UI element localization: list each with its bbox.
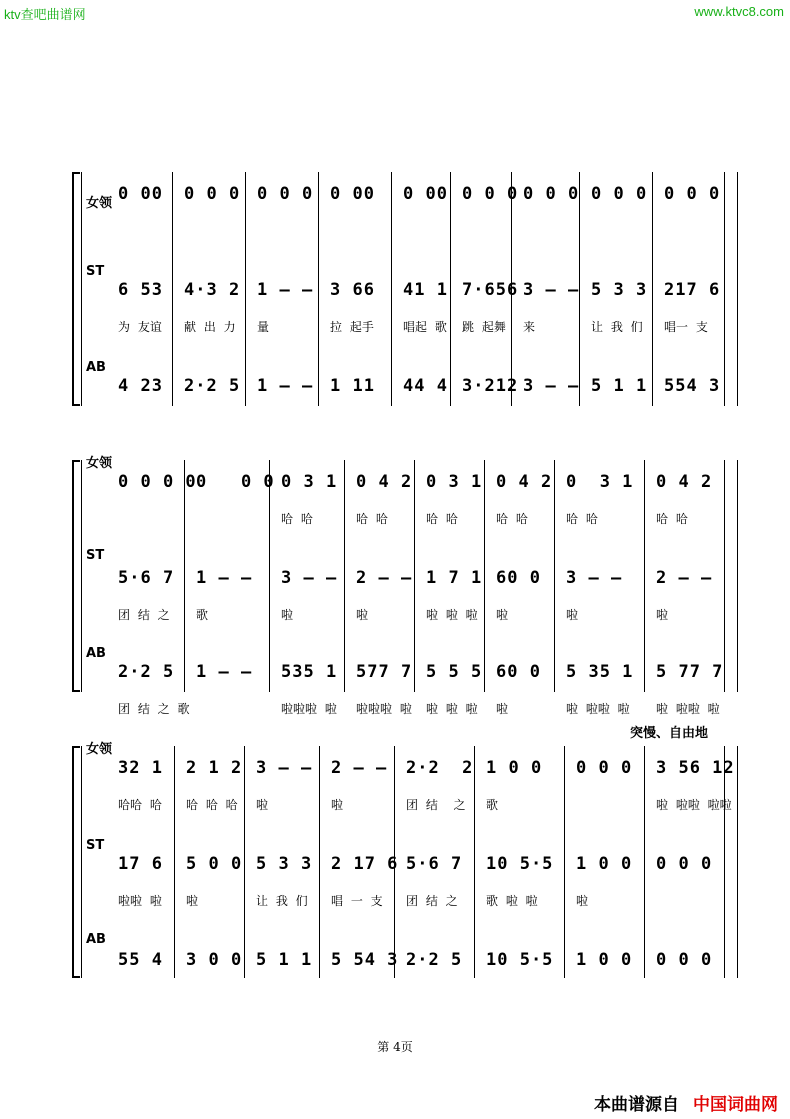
measure-notes: 0 4 2: [356, 472, 413, 492]
measure-notes: 0 3 1: [566, 472, 634, 492]
lyric-text: 来: [523, 320, 536, 334]
measure-notes: 5 3 3: [256, 854, 313, 874]
site-header-left: ktv查吧曲谱网: [4, 7, 86, 22]
footer-source-label: 本曲谱源自: [594, 1095, 679, 1115]
system-bracket-line: [81, 460, 82, 692]
measure-notes: 5 1 1: [591, 376, 648, 396]
measure-notes: 554 3: [664, 376, 721, 396]
lyric-text: 量: [257, 320, 270, 334]
score-system: [72, 456, 730, 716]
lyric-text: 拉 起手: [330, 320, 374, 334]
measure-notes: 1 0 0: [576, 950, 633, 970]
lyric-text: 哈 哈: [566, 512, 598, 526]
system-bracket: [72, 460, 80, 692]
part-label: ST: [86, 838, 105, 853]
measure-notes: 2 — —: [331, 758, 388, 778]
lyric-text: 啦 啦 啦: [426, 608, 478, 622]
measure-notes: 535 1: [281, 662, 338, 682]
measure-notes: 3 — —: [566, 568, 623, 588]
measure-notes: 7·656: [462, 280, 519, 300]
measure-notes: 2·2 2: [406, 758, 474, 778]
measure-notes: 1 0 0: [486, 758, 543, 778]
lyric-text: 啦: [281, 608, 294, 622]
lyric-text: 唱 一 支: [331, 894, 383, 908]
part-label: 女领: [86, 196, 113, 211]
lyric-text: 哈 哈: [281, 512, 313, 526]
lyric-text: 歌: [486, 798, 499, 812]
measure-notes: 0 0 0: [591, 184, 648, 204]
measure-notes: 1 11: [330, 376, 375, 396]
footer-site-name: 中国词曲网: [693, 1095, 778, 1115]
part-label: ST: [86, 264, 105, 279]
measure-notes: 5 77 7: [656, 662, 724, 682]
barline: [737, 172, 738, 406]
lyric-text: 啦: [566, 608, 579, 622]
lyric-text: 为 友谊: [118, 320, 162, 334]
footer-credit: [594, 1090, 778, 1115]
score-system: [72, 172, 730, 406]
measure-notes: 1 — —: [257, 376, 314, 396]
measure-notes: 0 0 0: [576, 758, 633, 778]
part-label: AB: [86, 932, 106, 947]
lyric-text: 啦: [331, 798, 344, 812]
measure-notes: 4 23: [118, 376, 163, 396]
measure-notes: 3 — —: [256, 758, 313, 778]
measure-notes: 5 3 3: [591, 280, 648, 300]
measure-notes: 0 0 0: [523, 184, 580, 204]
measure-notes: 0 00: [118, 184, 163, 204]
measure-notes: 5·6 7: [118, 568, 175, 588]
measure-notes: 0 0 0: [257, 184, 314, 204]
lyric-text: 跳 起舞: [462, 320, 506, 334]
lyric-text: 哈 哈: [496, 512, 528, 526]
tempo-marking: 突慢、自由地: [629, 726, 708, 741]
measure-notes: 0 4 2: [496, 472, 553, 492]
lyric-text: 团 结 之: [406, 894, 458, 908]
measure-notes: 2·2 5: [406, 950, 463, 970]
measure-notes: 60 0: [496, 568, 541, 588]
lyric-text: 啦啦啦 啦: [356, 702, 412, 716]
measure-notes: 217 6: [664, 280, 721, 300]
measure-notes: 0 0 0: [656, 854, 713, 874]
measure-notes: 3 0 0: [186, 950, 243, 970]
measure-notes: 5 35 1: [566, 662, 634, 682]
measure-notes: 2·2 5: [118, 662, 175, 682]
measure-notes: 0 0 0 0: [118, 472, 197, 492]
measure-notes: 2 — —: [356, 568, 413, 588]
measure-notes: 4·3 2: [184, 280, 241, 300]
measure-notes: 1 — —: [196, 662, 253, 682]
measure-notes: 0 0 0: [664, 184, 721, 204]
lyric-text: 唱一 支: [664, 320, 708, 334]
lyric-text: 啦 啦啦 啦: [566, 702, 630, 716]
barline: [737, 746, 738, 978]
lyric-text: 唱起 歌: [403, 320, 447, 334]
measure-notes: 2 17 6: [331, 854, 399, 874]
lyric-text: 哈 哈 哈: [186, 798, 238, 812]
lyric-text: 让 我 们: [256, 894, 308, 908]
measure-notes: 577 7: [356, 662, 413, 682]
part-label: 女领: [86, 742, 113, 757]
system-bracket-line: [81, 172, 82, 406]
measure-notes: 17 6: [118, 854, 163, 874]
measure-notes: 2 1 2: [186, 758, 243, 778]
measure-notes: 3 — —: [523, 280, 580, 300]
lyric-text: 团 结 之: [406, 798, 466, 812]
measure-notes: 3 — —: [281, 568, 338, 588]
lyric-text: 哈 哈: [426, 512, 458, 526]
measure-notes: 10 5·5: [486, 854, 554, 874]
site-header-right: www.ktvc8.com: [694, 4, 784, 19]
lyric-text: 歌: [196, 608, 209, 622]
measure-notes: 1 7 1: [426, 568, 483, 588]
lyric-text: 啦: [496, 702, 509, 716]
measure-notes: 1 — —: [257, 280, 314, 300]
lyric-text: 啦: [576, 894, 589, 908]
lyric-text: 团 结 之 歌: [118, 702, 190, 716]
measure-notes: 0 0 0: [184, 184, 241, 204]
measure-notes: 0 00: [403, 184, 448, 204]
measure-notes: 3 66: [330, 280, 375, 300]
lyric-text: 啦: [656, 608, 669, 622]
lyric-text: 哈哈 哈: [118, 798, 162, 812]
measure-notes: 5·6 7: [406, 854, 463, 874]
measure-notes: 0 4 2: [656, 472, 713, 492]
measure-notes: 6 53: [118, 280, 163, 300]
lyric-text: 啦: [186, 894, 199, 908]
measure-notes: 1 — —: [196, 568, 253, 588]
measure-notes: 60 0: [496, 662, 541, 682]
lyric-text: 歌 啦 啦: [486, 894, 538, 908]
measure-notes: 5 5 5: [426, 662, 483, 682]
measure-notes: 0 3 1: [426, 472, 483, 492]
measure-notes: 0 0 0: [462, 184, 519, 204]
lyric-text: 啦: [256, 798, 269, 812]
measure-notes: 1 0 0: [576, 854, 633, 874]
lyric-text: 啦啦啦 啦: [281, 702, 337, 716]
barline: [737, 460, 738, 692]
measure-notes: 41 1: [403, 280, 448, 300]
measure-notes: 32 1: [118, 758, 163, 778]
lyric-text: 啦: [356, 608, 369, 622]
measure-notes: 44 4: [403, 376, 448, 396]
part-label: AB: [86, 360, 106, 375]
system-bracket: [72, 746, 80, 978]
score-system: [72, 742, 735, 978]
measure-notes: 3·212: [462, 376, 519, 396]
system-bracket: [72, 172, 80, 406]
measure-notes: 3 56 12: [656, 758, 735, 778]
measure-notes: 5 54 3: [331, 950, 399, 970]
measure-notes: 0 00: [330, 184, 375, 204]
page-number: 第 4页: [377, 1040, 413, 1054]
lyric-text: 献 出 力: [184, 320, 236, 334]
measure-notes: 10 5·5: [486, 950, 554, 970]
measure-notes: 5 1 1: [256, 950, 313, 970]
part-label: AB: [86, 646, 106, 661]
measure-notes: 3 — —: [523, 376, 580, 396]
measure-notes: 0 3 1: [281, 472, 338, 492]
lyric-text: 团 结 之: [118, 608, 170, 622]
lyric-text: 让 我 们: [591, 320, 643, 334]
lyric-text: 啦 啦啦 啦: [656, 702, 720, 716]
system-bracket-line: [81, 746, 82, 978]
part-label: ST: [86, 548, 105, 563]
lyric-text: 啦啦 啦: [118, 894, 162, 908]
measure-notes: 0 0 0: [656, 950, 713, 970]
part-label: 女领: [86, 456, 113, 471]
measure-notes: 55 4: [118, 950, 163, 970]
lyric-text: 啦: [496, 608, 509, 622]
measure-notes: 5 0 0: [186, 854, 243, 874]
lyric-text: 啦 啦啦 啦啦: [656, 798, 732, 812]
measure-notes: 2 — —: [656, 568, 713, 588]
measure-notes: 0 0 0: [196, 472, 275, 492]
lyric-text: 啦 啦 啦: [426, 702, 478, 716]
lyric-text: 哈 哈: [356, 512, 388, 526]
measure-notes: 2·2 5: [184, 376, 241, 396]
lyric-text: 哈 哈: [656, 512, 688, 526]
